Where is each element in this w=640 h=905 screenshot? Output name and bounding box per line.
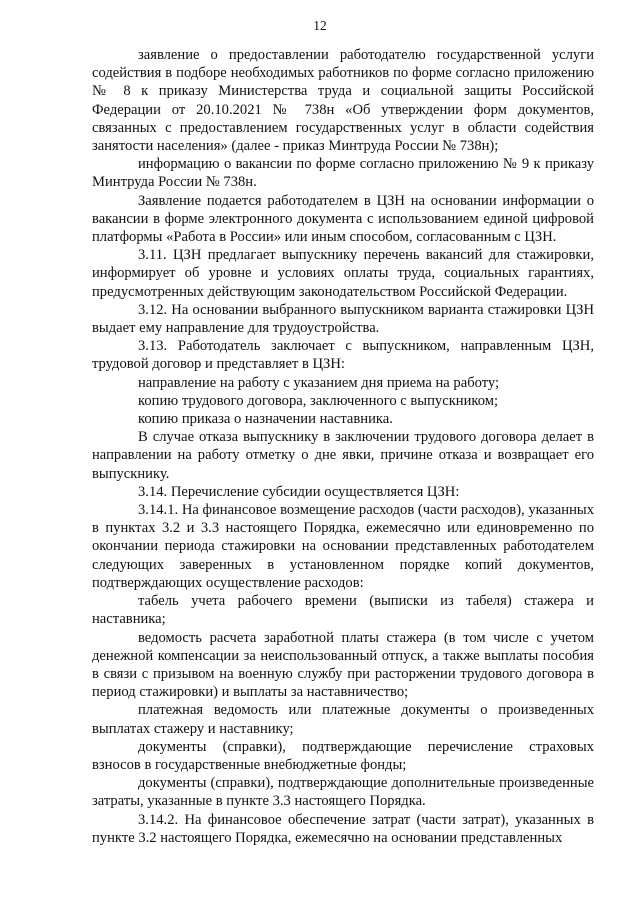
page-number: 12 <box>313 18 327 33</box>
paragraph-3-12: 3.12. На основании выбранного выпускником варианта стажировки ЦЗН выдает ему направление для трудоустройства. <box>92 301 594 337</box>
list-item: направление на работу с указанием дня приема на работу; <box>138 374 500 391</box>
list-item: копию трудового договора, заключенного с выпускником; <box>138 392 499 409</box>
paragraph-3-13: 3.13. Работодатель заключает с выпускником, направленным ЦЗН, трудовой договор и представляет в ЦЗН: <box>92 338 594 373</box>
paragraph: заявление о предоставлении работодателю государственной услуги содействия в подборе необходимых работников по форме согласно приложению № 8 к приказу Министерства труда и социальной защиты Российской Федерации от 20.10.2021 № 738н «Об утверждении форм документов, связанных с предоставлением государственных услуг в области содействия занятости населения» (далее - приказ Минтруда России № 738н); <box>92 47 594 155</box>
list-item: документы (справки), подтверждающие дополнительные произведенные затраты, указанные в пункте 3.3 настоящего Порядка. <box>92 775 594 810</box>
list-item: копию приказа о назначении наставника. <box>138 411 393 428</box>
list-item: ведомость расчета заработной платы стажера (в том числе с учетом денежной компенсации за неиспользованный отпуск, а также выплаты пособия в связи с призывом на военную службу при расторжении трудового договора в период стажировки) и выплаты за наставничество; <box>92 629 594 701</box>
list-item: документы (справки), подтверждающие перечисление страховых взносов в государственные внебюджетные фонды; <box>92 738 594 773</box>
paragraph-3-14-2: 3.14.2. На финансовое обеспечение затрат (части затрат), указанных в пункте 3.2 настоящего Порядка, ежемесячно на основании представленных <box>92 811 594 846</box>
paragraph-3-11: 3.11. ЦЗН предлагает выпускнику перечень вакансий для стажировки, информирует об уровне и условиях оплаты труда, социальных гарантиях, предусмотренных действующим законодательством Российской Федерации. <box>92 247 594 300</box>
paragraph: В случае отказа выпускнику в заключении трудового договора делает в направлении на работу отметку о дне явки, причине отказа и возвращает его выпускнику. <box>92 429 594 482</box>
list-item: платежная ведомость или платежные документы о произведенных выплатах стажеру и наставнику; <box>92 702 594 737</box>
paragraph: Заявление подается работодателем в ЦЗН на основании информации о вакансии в форме электронного документа с использованием единой цифровой платформы «Работа в России» или иным способом, согласованным с ЦЗН. <box>92 192 594 246</box>
paragraph: информацию о вакансии по форме согласно приложению № 9 к приказу Минтруда России № 738н. <box>92 156 594 191</box>
paragraph-3-14-1: 3.14.1. На финансовое возмещение расходов (части расходов), указанных в пунктах 3.2 и 3.3 настоящего Порядка, ежемесячно или единовременно по окончании периода стажировки на основании представленных работодателем следующих заверенных в установленном порядке копий документов, подтверждающих осуществление расходов: <box>92 502 594 591</box>
paragraph-3-14: 3.14. Перечисление субсидии осуществляется ЦЗН: <box>138 483 460 500</box>
list-item: табель учета рабочего времени (выписки из табеля) стажера и наставника; <box>92 593 594 628</box>
document-body <box>92 46 594 847</box>
